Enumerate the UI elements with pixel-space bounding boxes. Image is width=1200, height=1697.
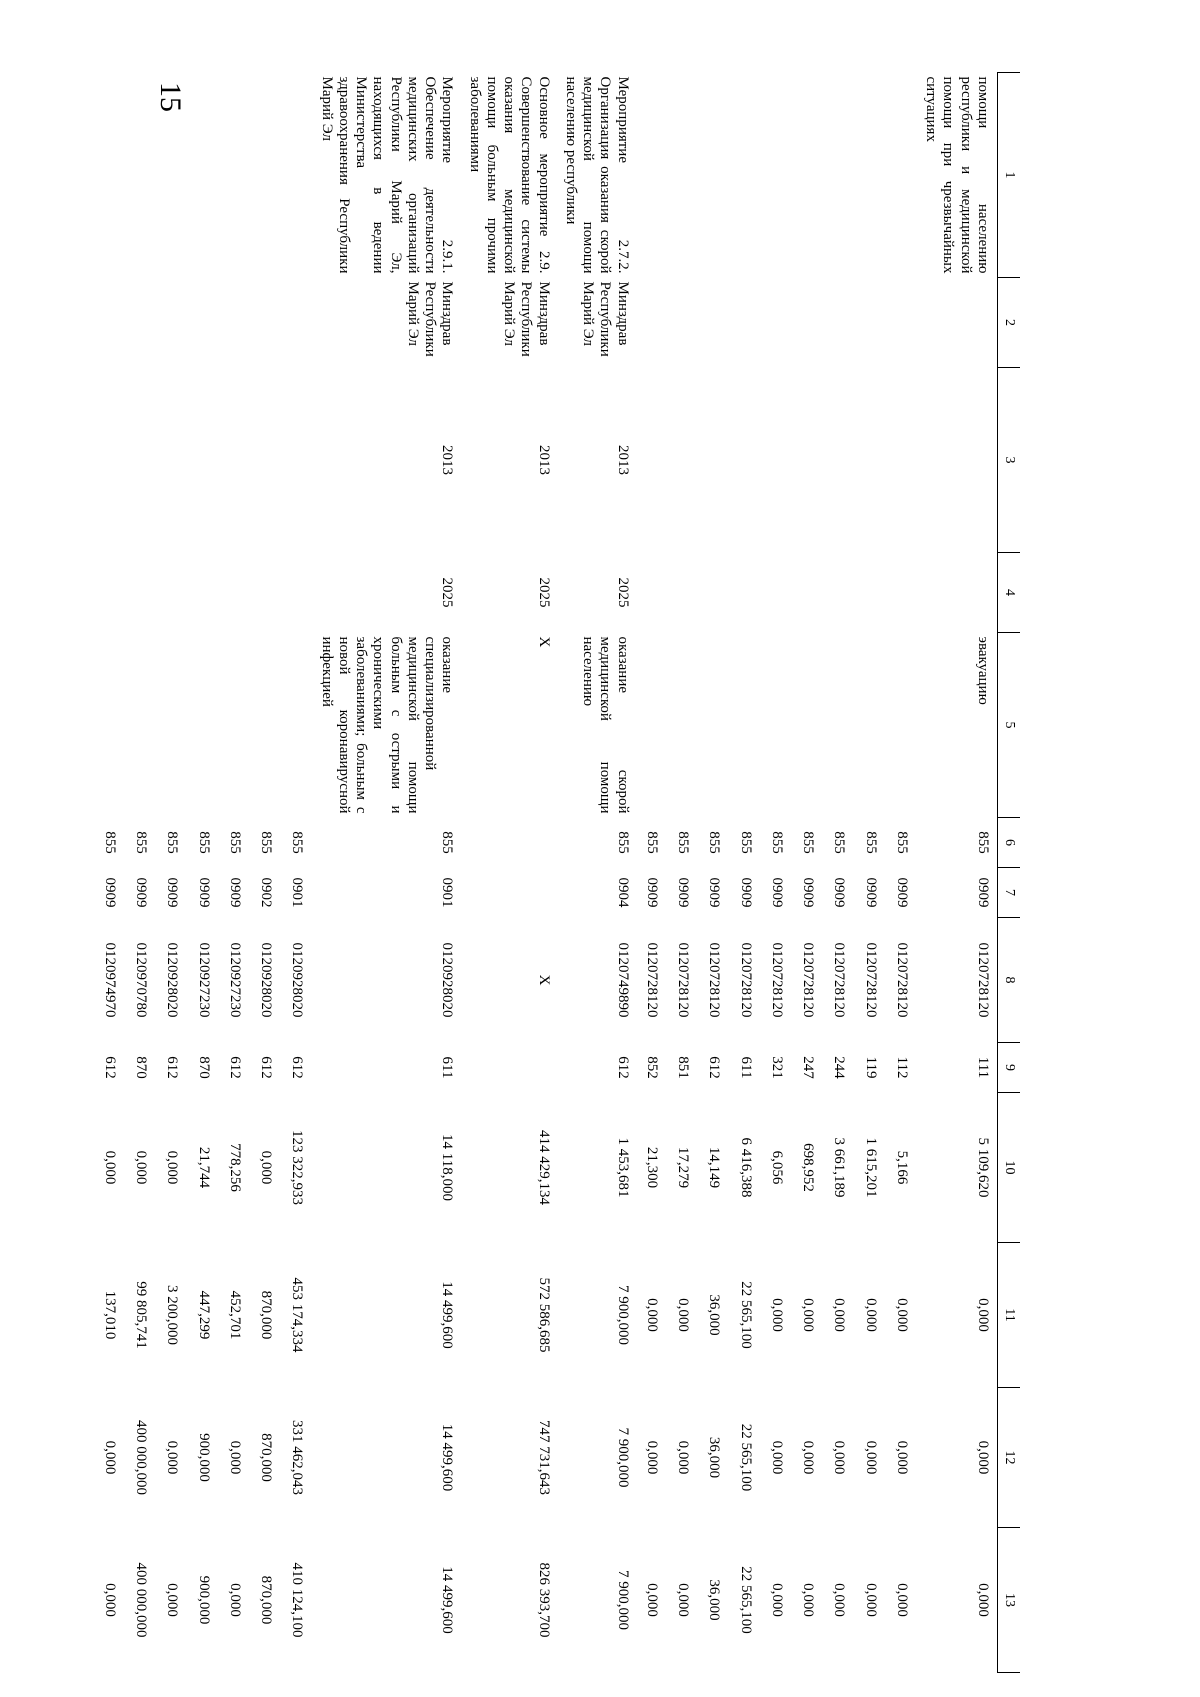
- cell-col-2: [282, 278, 313, 368]
- cell-col-7: 0909: [706, 877, 723, 908]
- cell-col-10: 0,000: [258, 1150, 275, 1185]
- cell-col-6: 855: [644, 831, 660, 854]
- cell-col-7: 0909: [800, 877, 817, 908]
- cell-col-2: [856, 278, 887, 368]
- column-header-7: 7: [998, 868, 1021, 918]
- cell-col-6: 855: [227, 831, 243, 854]
- cell-col-11: 870,000: [258, 1290, 275, 1340]
- column-header-8: 8: [998, 918, 1021, 1043]
- cell-col-9: 612: [289, 1056, 306, 1079]
- cell-col-8: 0120728120: [769, 942, 785, 1018]
- cell-col-10: 21,300: [644, 1146, 660, 1189]
- cell-col-8: 0120927230: [227, 942, 243, 1018]
- cell-col-1: [126, 73, 157, 278]
- cell-col-11: 0,000: [894, 1298, 910, 1332]
- cell-col-1: [282, 73, 313, 278]
- cell-col-11: 99 805,741: [133, 1281, 150, 1349]
- cell-col-1: [189, 73, 220, 278]
- cell-col-6: 855: [706, 831, 723, 854]
- cell-col-1: [856, 73, 887, 278]
- cell-col-5: [887, 633, 918, 818]
- cell-col-3: [762, 368, 793, 553]
- cell-col-5: [220, 633, 251, 818]
- cell-col-11: 0,000: [675, 1298, 692, 1332]
- cell-col-3: [824, 368, 855, 553]
- cell-col-13: 0,000: [831, 1583, 848, 1617]
- cell-col-3: [668, 368, 699, 553]
- cell-col-2: [95, 278, 126, 368]
- cell-col-7: 0909: [102, 877, 118, 908]
- cell-col-13: 0,000: [164, 1583, 181, 1617]
- cell-col-2: [189, 278, 220, 368]
- cell-col-11: 452,701: [227, 1290, 243, 1340]
- cell-col-4: [918, 553, 998, 633]
- cell-col-12: 0,000: [675, 1440, 692, 1475]
- cell-col-13: 900,000: [195, 1575, 212, 1625]
- cell-col-7: 0901: [289, 877, 306, 908]
- cell-col-1: [824, 73, 855, 278]
- cell-col-6: 855: [289, 831, 306, 854]
- cell-col-7: 0909: [195, 877, 212, 908]
- table-row: [282, 73, 313, 1673]
- table-row: [699, 73, 730, 1673]
- cell-col-8: 0120728120: [894, 942, 910, 1018]
- cell-col-4: [189, 553, 220, 633]
- cell-col-13: 0,000: [102, 1583, 118, 1617]
- cell-col-11: 22 565,100: [737, 1281, 754, 1349]
- cell-col-10: 1 615,201: [862, 1137, 879, 1198]
- cell-col-4: 2025: [439, 577, 456, 608]
- cell-col-13: 0,000: [675, 1583, 692, 1617]
- cell-col-13: 410 124,100: [289, 1562, 306, 1638]
- cell-col-10: 414 429,134: [535, 1130, 552, 1205]
- cell-col-2: [699, 278, 730, 368]
- cell-col-5: [95, 633, 126, 818]
- cell-col-10: 0,000: [102, 1150, 118, 1185]
- cell-col-13: 826 393,700: [535, 1562, 552, 1638]
- cell-col-2: Минздрав Республики Марий Эл: [501, 281, 552, 357]
- cell-col-10: 5 109,620: [975, 1137, 991, 1198]
- cell-col-9: 612: [227, 1056, 243, 1079]
- cell-col-10: 5,166: [894, 1150, 910, 1185]
- cell-col-13: 0,000: [644, 1583, 660, 1617]
- cell-col-8: 0120749890: [614, 942, 631, 1018]
- cell-col-11: 0,000: [800, 1298, 817, 1332]
- table-row: [731, 73, 762, 1673]
- cell-col-12: 400 000,000: [133, 1420, 150, 1495]
- cell-col-8: 0120728120: [706, 942, 723, 1018]
- column-header-3: 3: [998, 368, 1021, 553]
- cell-col-3: [699, 368, 730, 553]
- cell-col-1: Мероприятие 2.9.1. Обеспечение деятельности медицинских организаций Республики Марий Эл, находящихся в ведении Министерства здравоохранения Республики Марий Эл: [318, 76, 456, 274]
- cell-col-1: [95, 73, 126, 278]
- cell-col-6: 855: [439, 831, 456, 854]
- cell-col-10: 3 661,189: [831, 1137, 848, 1198]
- cell-col-10: 698,952: [800, 1143, 817, 1192]
- cell-col-11: 453 174,334: [289, 1277, 306, 1353]
- cell-col-8: 0120928020: [258, 942, 275, 1018]
- cell-col-8: 0120928020: [164, 942, 181, 1018]
- cell-col-6: 855: [614, 831, 631, 854]
- cell-col-4: [220, 553, 251, 633]
- cell-col-2: [918, 278, 998, 368]
- cell-col-10: 778,256: [227, 1143, 243, 1192]
- cell-col-12: 0,000: [831, 1440, 848, 1475]
- cell-col-2: [251, 278, 282, 368]
- cell-col-9: 611: [439, 1056, 456, 1079]
- table-body: [95, 73, 998, 1673]
- table-row: [157, 73, 188, 1673]
- cell-col-13: 0,000: [769, 1583, 785, 1617]
- cell-col-7: [462, 868, 558, 918]
- cell-col-13: 36,000: [706, 1579, 723, 1621]
- cell-col-6: 855: [975, 831, 991, 854]
- cell-col-4: [668, 553, 699, 633]
- cell-col-10: 123 322,933: [289, 1130, 306, 1205]
- cell-col-8: 0120728120: [737, 942, 754, 1018]
- cell-col-10: 0,000: [164, 1150, 181, 1185]
- cell-col-2: [793, 278, 824, 368]
- cell-col-12: 900,000: [195, 1433, 212, 1482]
- cell-col-6: 855: [195, 831, 212, 854]
- cell-col-4: [637, 553, 668, 633]
- cell-col-9: 612: [164, 1056, 181, 1079]
- cell-col-5: оказание скорой медицинской помощи населению: [580, 636, 631, 814]
- cell-col-4: [856, 553, 887, 633]
- cell-col-3: 2013: [535, 445, 552, 475]
- cell-col-12: 0,000: [644, 1440, 660, 1475]
- cell-col-10: 17,279: [675, 1146, 692, 1189]
- cell-col-3: 2013: [614, 445, 631, 475]
- cell-col-9: 870: [133, 1056, 150, 1079]
- cell-col-1: [699, 73, 730, 278]
- cell-col-5: [731, 633, 762, 818]
- cell-col-10: 6,056: [769, 1150, 785, 1185]
- column-header-2: 2: [998, 278, 1021, 368]
- cell-col-5: [699, 633, 730, 818]
- cell-col-6: [462, 818, 558, 868]
- table-row: [95, 73, 126, 1673]
- cell-col-6: 855: [800, 831, 817, 854]
- cell-col-3: [189, 368, 220, 553]
- cell-col-6: 855: [737, 831, 754, 854]
- cell-col-1: Основное мероприятие 2.9. Совершенствование системы оказания медицинской помощи больным прочими заболеваниями: [466, 76, 552, 274]
- cell-col-8: 0120928020: [289, 942, 306, 1018]
- cell-col-4: 2025: [535, 577, 552, 608]
- cell-col-3: [887, 368, 918, 553]
- cell-col-7: 0909: [975, 877, 991, 908]
- cell-col-5: [856, 633, 887, 818]
- cell-col-9: 612: [706, 1056, 723, 1079]
- cell-col-10: 14,149: [706, 1146, 723, 1189]
- cell-col-7: 0909: [737, 877, 754, 908]
- cell-col-8: 0120728120: [644, 942, 660, 1018]
- rotated-table-wrapper: [20, 72, 1020, 1672]
- cell-col-12: 870,000: [258, 1433, 275, 1482]
- cell-col-12: 14 499,600: [439, 1423, 456, 1492]
- column-header-10: 10: [998, 1093, 1021, 1243]
- cell-col-2: [157, 278, 188, 368]
- table-row: [762, 73, 793, 1673]
- cell-col-3: 2013: [439, 445, 456, 475]
- cell-col-3: [731, 368, 762, 553]
- cell-col-7: 0909: [227, 877, 243, 908]
- cell-col-7: 0909: [644, 877, 660, 908]
- cell-col-9: 112: [894, 1056, 910, 1079]
- cell-col-1: Мероприятие 2.7.2. Организация оказания скорой медицинской помощи населению республики: [563, 76, 631, 274]
- cell-col-12: 22 565,100: [737, 1423, 754, 1492]
- cell-col-8: 0120728120: [831, 942, 848, 1018]
- cell-col-11: 572 586,685: [535, 1277, 552, 1353]
- table-row: [856, 73, 887, 1673]
- cell-col-1: [668, 73, 699, 278]
- cell-col-5: [637, 633, 668, 818]
- cell-col-4: [282, 553, 313, 633]
- cell-col-9: 852: [644, 1056, 660, 1079]
- cell-col-11: 0,000: [769, 1298, 785, 1332]
- cell-col-5: [824, 633, 855, 818]
- cell-col-5: [126, 633, 157, 818]
- cell-col-9: 111: [975, 1056, 991, 1079]
- column-header-13: 13: [998, 1528, 1021, 1673]
- cell-col-13: 0,000: [894, 1583, 910, 1617]
- cell-col-10: 14 118,000: [439, 1134, 456, 1201]
- cell-col-4: [887, 553, 918, 633]
- cell-col-9: 321: [769, 1056, 785, 1079]
- cell-col-3: [793, 368, 824, 553]
- cell-col-13: 7 900,000: [614, 1570, 631, 1630]
- cell-col-12: 36,000: [706, 1436, 723, 1479]
- cell-col-10: 0,000: [133, 1150, 150, 1185]
- page-number: 15: [154, 82, 187, 112]
- table-row: [918, 73, 998, 1673]
- cell-col-13: 0,000: [862, 1583, 879, 1617]
- cell-col-13: 870,000: [258, 1575, 275, 1625]
- cell-col-7: 0902: [258, 877, 275, 908]
- cell-col-11: 14 499,600: [439, 1281, 456, 1349]
- cell-col-9: [462, 1043, 558, 1093]
- cell-col-3: [856, 368, 887, 553]
- cell-col-8: 0120970780: [133, 942, 150, 1018]
- cell-col-2: [220, 278, 251, 368]
- cell-col-3: [251, 368, 282, 553]
- cell-col-12: 0,000: [975, 1440, 991, 1475]
- header-row: [998, 73, 1021, 1673]
- cell-col-4: [157, 553, 188, 633]
- cell-col-1: [887, 73, 918, 278]
- cell-col-4: [95, 553, 126, 633]
- cell-col-11: 0,000: [831, 1298, 848, 1332]
- cell-col-7: 0909: [862, 877, 879, 908]
- cell-col-12: 0,000: [894, 1440, 910, 1475]
- cell-col-5: оказание специализированной медицинской помощи больным с острыми и хроническими заболеваниями; больным с новой коронавирусной инфекцией: [318, 636, 456, 814]
- table-row: [793, 73, 824, 1673]
- table-row: [668, 73, 699, 1673]
- cell-col-2: [637, 278, 668, 368]
- cell-col-12: 0,000: [227, 1440, 243, 1475]
- cell-col-4: 2025: [614, 577, 631, 608]
- cell-col-9: 612: [102, 1056, 118, 1079]
- cell-col-7: 0909: [164, 877, 181, 908]
- cell-col-5: эвакуацию: [975, 636, 991, 705]
- cell-col-9: 119: [862, 1056, 879, 1079]
- cell-col-1: [157, 73, 188, 278]
- cell-col-8: 0120928020: [439, 942, 456, 1018]
- cell-col-4: [126, 553, 157, 633]
- cell-col-8: 0120728120: [675, 942, 692, 1018]
- cell-col-11: 0,000: [975, 1298, 991, 1332]
- cell-col-13: 0,000: [975, 1583, 991, 1617]
- cell-col-11: 3 200,000: [164, 1285, 181, 1345]
- table-row: [251, 73, 282, 1673]
- cell-col-2: [824, 278, 855, 368]
- cell-col-12: 0,000: [102, 1440, 118, 1475]
- cell-col-13: 400 000,000: [133, 1562, 150, 1638]
- cell-col-3: [637, 368, 668, 553]
- cell-col-2: Минздрав Республики Марий Эл: [405, 281, 456, 357]
- cell-col-7: 0901: [439, 877, 456, 908]
- cell-col-6: 855: [769, 831, 785, 854]
- cell-col-8: Х: [535, 974, 552, 986]
- cell-col-4: [762, 553, 793, 633]
- cell-col-1: [220, 73, 251, 278]
- cell-col-8: 0120974970: [102, 942, 118, 1018]
- cell-col-13: 0,000: [800, 1583, 817, 1617]
- cell-col-9: 244: [831, 1056, 848, 1079]
- table-row: [314, 73, 462, 1673]
- cell-col-12: 0,000: [769, 1440, 785, 1475]
- cell-col-6: 855: [894, 831, 910, 854]
- table-row: [126, 73, 157, 1673]
- cell-col-6: 855: [862, 831, 879, 854]
- cell-col-9: 612: [258, 1056, 275, 1079]
- cell-col-1: [793, 73, 824, 278]
- cell-col-2: [731, 278, 762, 368]
- cell-col-8: 0120927230: [195, 942, 212, 1018]
- cell-col-2: [126, 278, 157, 368]
- cell-col-13: 14 499,600: [439, 1566, 456, 1634]
- cell-col-6: 855: [831, 831, 848, 854]
- column-header-4: 4: [998, 553, 1021, 633]
- cell-col-1: [762, 73, 793, 278]
- cell-col-8: 0120728120: [975, 942, 991, 1018]
- cell-col-2: [762, 278, 793, 368]
- cell-col-1: [251, 73, 282, 278]
- cell-col-4: [824, 553, 855, 633]
- cell-col-3: [282, 368, 313, 553]
- cell-col-5: [282, 633, 313, 818]
- cell-col-5: [793, 633, 824, 818]
- column-header-12: 12: [998, 1388, 1021, 1528]
- cell-col-13: 22 565,100: [737, 1566, 754, 1634]
- cell-col-5: [189, 633, 220, 818]
- cell-col-3: [918, 368, 998, 553]
- cell-col-2: Минздрав Республики Марий Эл: [580, 281, 631, 357]
- cell-col-10: 21,744: [195, 1146, 212, 1189]
- cell-col-4: [699, 553, 730, 633]
- cell-col-7: 0909: [769, 877, 785, 908]
- cell-col-11: 0,000: [644, 1298, 660, 1332]
- cell-col-7: 0909: [894, 877, 910, 908]
- cell-col-8: 0120728120: [862, 942, 879, 1018]
- cell-col-8: 0120728120: [800, 942, 817, 1018]
- table-row: [887, 73, 918, 1673]
- cell-col-9: 851: [675, 1056, 692, 1079]
- column-header-1: 1: [998, 73, 1021, 278]
- cell-col-1: помощи населению республики и медицинской помощи при чрезвычайных ситуациях: [923, 76, 991, 274]
- cell-col-4: [731, 553, 762, 633]
- cell-col-11: 447,299: [195, 1290, 212, 1340]
- cell-col-12: 331 462,043: [289, 1420, 306, 1495]
- cell-col-3: [157, 368, 188, 553]
- cell-col-11: 7 900,000: [614, 1285, 631, 1345]
- cell-col-12: 0,000: [862, 1440, 879, 1475]
- cell-col-6: 855: [675, 831, 692, 854]
- cell-col-6: 855: [164, 831, 181, 854]
- cell-col-3: [95, 368, 126, 553]
- cell-col-6: 855: [133, 831, 150, 854]
- table-row: [189, 73, 220, 1673]
- cell-col-10: 1 453,681: [614, 1137, 631, 1198]
- cell-col-9: 870: [195, 1056, 212, 1079]
- cell-col-12: 747 731,643: [535, 1420, 552, 1495]
- cell-col-3: [220, 368, 251, 553]
- cell-col-10: 6 416,388: [737, 1137, 754, 1198]
- cell-col-4: [251, 553, 282, 633]
- cell-col-5: [251, 633, 282, 818]
- cell-col-12: 0,000: [164, 1440, 181, 1475]
- cell-col-12: 7 900,000: [614, 1427, 631, 1488]
- table-row: [824, 73, 855, 1673]
- table-row: [637, 73, 668, 1673]
- cell-col-11: 36,000: [706, 1294, 723, 1336]
- cell-col-7: 0909: [133, 877, 150, 908]
- cell-col-9: 247: [800, 1056, 817, 1079]
- cell-col-1: [637, 73, 668, 278]
- cell-col-5: Х: [535, 636, 552, 648]
- cell-col-11: 137,010: [102, 1290, 118, 1340]
- cell-col-13: 0,000: [227, 1583, 243, 1617]
- cell-col-7: 0904: [614, 877, 631, 908]
- column-header-6: 6: [998, 818, 1021, 868]
- cell-col-2: [887, 278, 918, 368]
- cell-col-9: 611: [737, 1056, 754, 1079]
- cell-col-12: 0,000: [800, 1440, 817, 1475]
- table-row: [558, 73, 637, 1673]
- cell-col-6: 855: [258, 831, 275, 854]
- table-row: [220, 73, 251, 1673]
- cell-col-11: 0,000: [862, 1298, 879, 1332]
- cell-col-9: 612: [614, 1056, 631, 1079]
- cell-col-7: 0909: [831, 877, 848, 908]
- column-header-11: 11: [998, 1243, 1021, 1388]
- cell-col-5: [668, 633, 699, 818]
- column-header-9: 9: [998, 1043, 1021, 1093]
- column-header-5: 5: [998, 633, 1021, 818]
- cell-col-5: [157, 633, 188, 818]
- table-row: [462, 73, 558, 1673]
- cell-col-2: [668, 278, 699, 368]
- budget-table: [95, 72, 1020, 1673]
- cell-col-7: 0909: [675, 877, 692, 908]
- cell-col-4: [793, 553, 824, 633]
- cell-col-1: [731, 73, 762, 278]
- cell-col-3: [126, 368, 157, 553]
- cell-col-5: [762, 633, 793, 818]
- cell-col-6: 855: [102, 831, 118, 854]
